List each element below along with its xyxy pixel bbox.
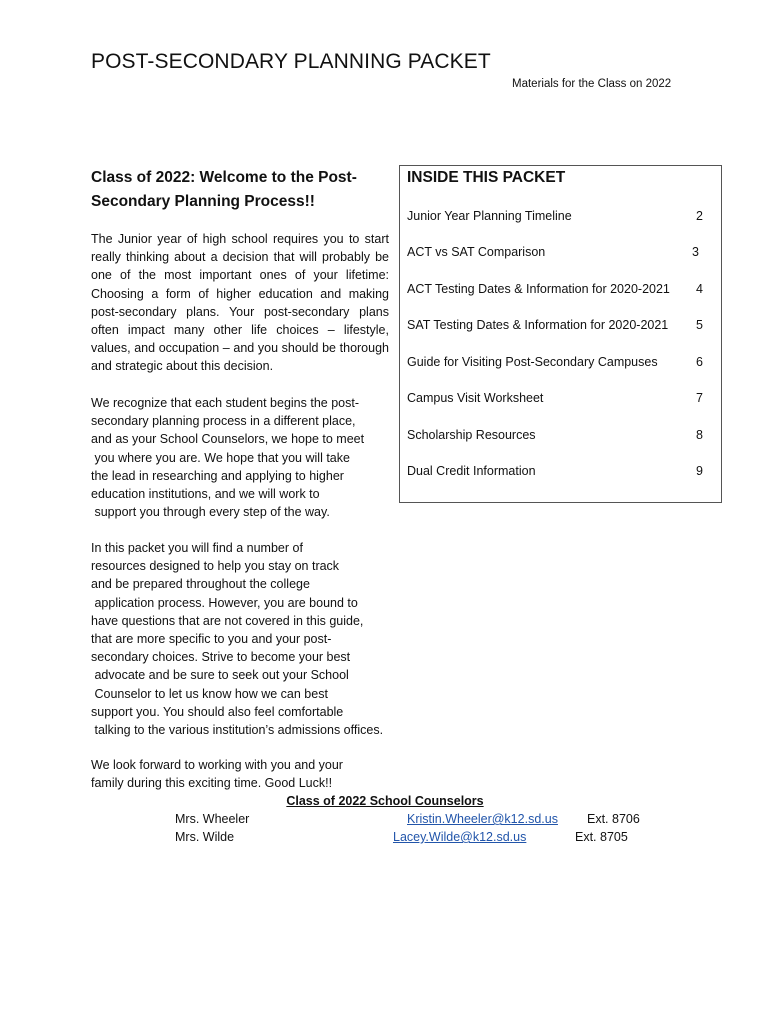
toc-item-label: Campus Visit Worksheet bbox=[407, 391, 544, 405]
counselor-email-link[interactable]: Kristin.Wheeler@k12.sd.us bbox=[407, 812, 558, 826]
toc-item-page: 8 bbox=[696, 428, 703, 442]
toc-item-label: Guide for Visiting Post-Secondary Campuses bbox=[407, 355, 658, 369]
toc-item bbox=[407, 464, 703, 482]
toc-item bbox=[407, 282, 703, 300]
toc-item-page: 9 bbox=[696, 464, 703, 478]
toc-item bbox=[407, 355, 703, 373]
toc-item bbox=[407, 209, 703, 227]
counselor-name: Mrs. Wheeler bbox=[175, 812, 250, 826]
intro-paragraph: The Junior year of high school requires you to start really thinking about a decision that will probably be one of the most important ones of your lifetime: Choosing a form of higher education and making post-secondary plans. Your post-secondary plans often impact many other life choices – lifestyle, values, and occupation – and you should be thorough and strategic about this decision. bbox=[91, 232, 389, 374]
counselor-ext: Ext. 8705 bbox=[575, 830, 628, 844]
toc-item-label: SAT Testing Dates & Information for 2020-2021 bbox=[407, 318, 669, 332]
packet-paragraph: In this packet you will find a number of resources designed to help you stay on track and be prepared throughout the college application process. However, you are bound to have questions that are not covered in this guide, that are more specific to you and your post- secondary choices. Strive to become your best advocate and be sure to seek out your School Counselor to let us know how we can best support you. You should also feel comfortable talking to the various institution’s admissions offices. bbox=[91, 541, 384, 738]
page-subtitle: Materials for the Class on 2022 bbox=[512, 78, 672, 90]
closing-paragraph: We look forward to working with you and your family during this exciting time. Good Luck!! bbox=[91, 758, 343, 791]
toc-item-page: 6 bbox=[696, 355, 703, 369]
counselor-ext: Ext. 8706 bbox=[587, 812, 640, 826]
toc-item bbox=[407, 428, 703, 446]
toc-item-page: 3 bbox=[692, 245, 699, 259]
toc-item-label: ACT vs SAT Comparison bbox=[407, 245, 546, 259]
toc-item-label: Dual Credit Information bbox=[407, 464, 536, 478]
recognize-paragraph: We recognize that each student begins the post- secondary planning process in a different place, and as your School Counselors, we hope to meet you where you are. We hope that you will take the lead in researching and applying to higher education institutions, and we will work to support you through every step of the way. bbox=[91, 396, 365, 520]
counselors-heading: Class of 2022 School Counselors bbox=[286, 794, 484, 808]
table-of-contents bbox=[399, 165, 722, 503]
counselor-name: Mrs. Wilde bbox=[175, 830, 235, 844]
toc-item-page: 4 bbox=[696, 282, 703, 296]
toc-item-page: 7 bbox=[696, 391, 703, 405]
toc-item-label: Scholarship Resources bbox=[407, 428, 536, 442]
toc-item-label: Junior Year Planning Timeline bbox=[407, 209, 572, 223]
toc-heading: INSIDE THIS PACKET bbox=[407, 169, 566, 186]
toc-item bbox=[407, 318, 703, 336]
toc-item-page: 5 bbox=[696, 318, 703, 332]
page-title: POST-SECONDARY PLANNING PACKET bbox=[91, 50, 491, 73]
toc-item-page: 2 bbox=[696, 209, 703, 223]
counselor-email-link[interactable]: Lacey.Wilde@k12.sd.us bbox=[393, 830, 527, 844]
toc-item bbox=[407, 391, 703, 409]
welcome-heading: Class of 2022: Welcome to the Post-Secondary Planning Process!! bbox=[91, 169, 357, 210]
toc-item-label: ACT Testing Dates & Information for 2020-2021 bbox=[407, 282, 670, 296]
toc-item bbox=[407, 245, 703, 263]
